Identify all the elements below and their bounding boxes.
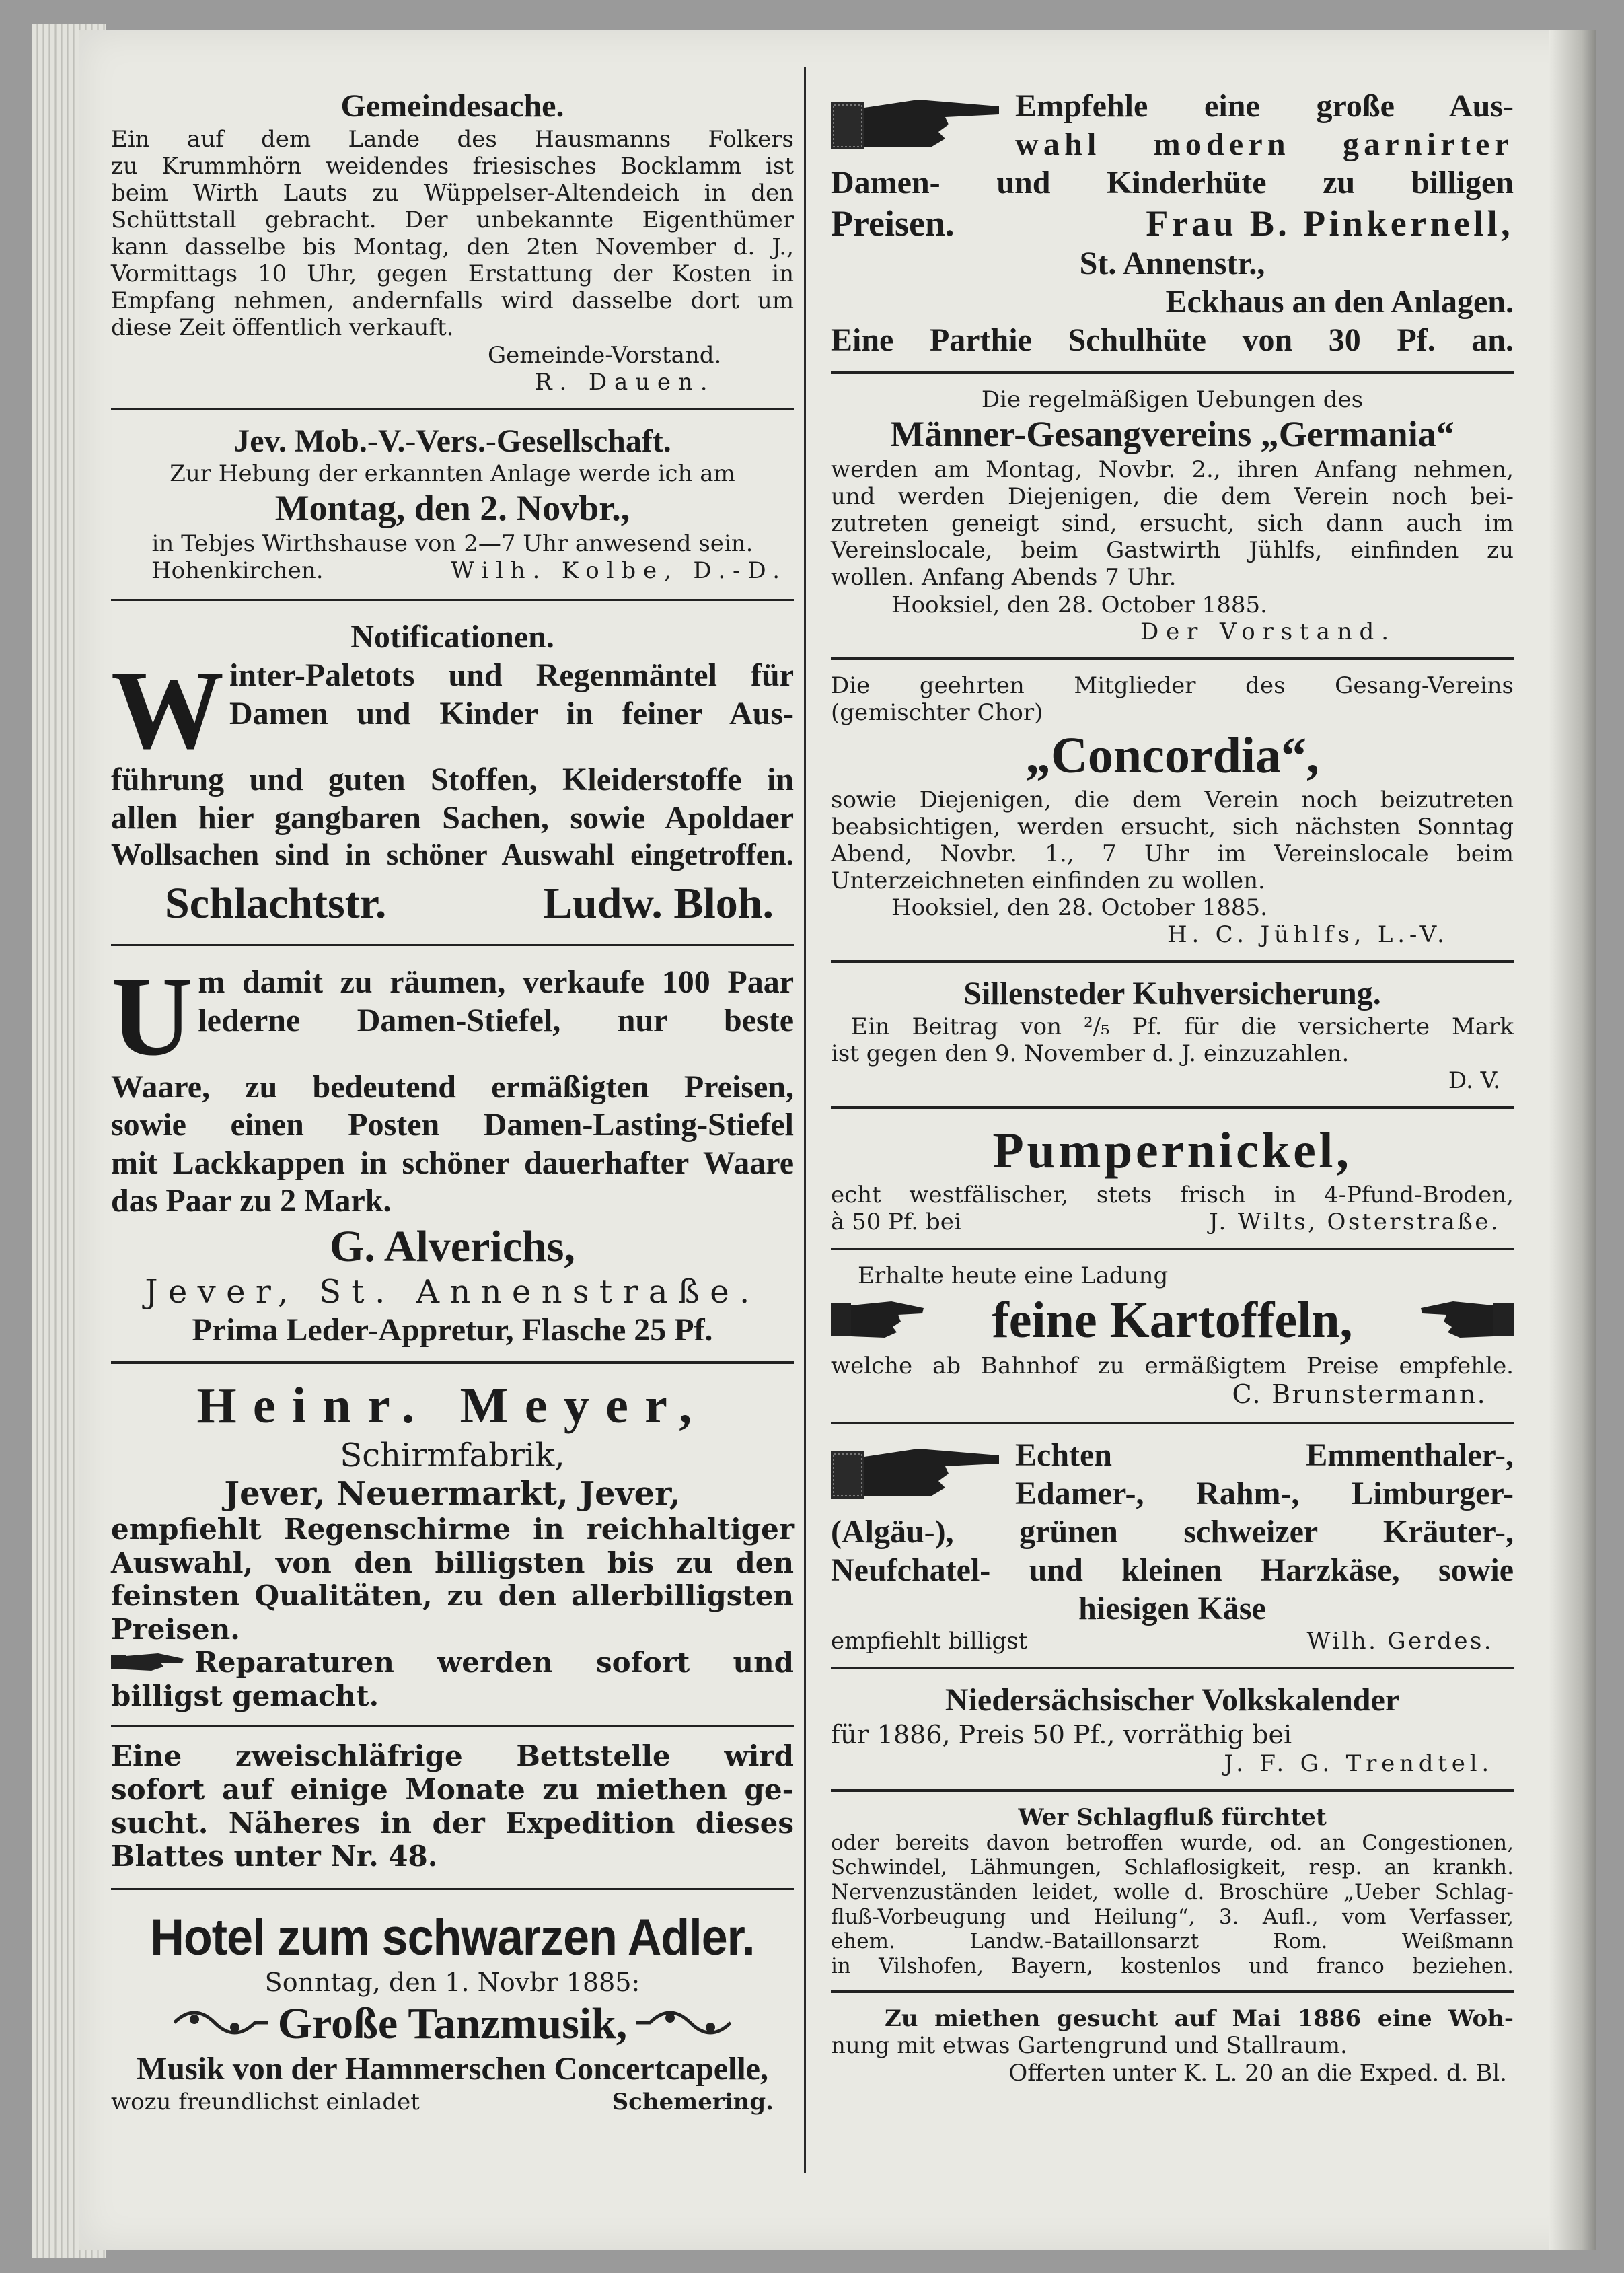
text-line: in Tebjes Wirthshause von 2—7 Uhr anwesend sein. xyxy=(151,530,753,558)
text-line: beim Wirth Lauts zu Wüppelser-Altendeich in den xyxy=(111,179,794,207)
separator-rule xyxy=(111,1888,794,1890)
ad-pumpernickel xyxy=(831,1121,1514,1235)
signature: H. C. Jühlfs, L.-V. xyxy=(1167,921,1449,949)
title-row xyxy=(831,1289,1514,1352)
signature: Gemeinde-Vorstand. xyxy=(488,341,722,369)
ad-title: Männer-Gesangvereins „Germania“ xyxy=(890,414,1454,455)
extra-line: Eine Parthie Schulhüte von 30 Pf. an. xyxy=(831,322,1514,358)
separator-rule xyxy=(831,1248,1514,1250)
text-line: allen hier gangbaren Sachen, sowie Apoldaer xyxy=(111,799,794,836)
text-line: Reparaturen werden sofort und xyxy=(194,1646,794,1680)
text-line: empfiehlt Regenschirme in reichhaltiger xyxy=(111,1513,794,1546)
business: Schirmfabrik, xyxy=(340,1436,565,1474)
date-line: Hooksiel, den 28. October 1885. xyxy=(891,894,1267,922)
text-line: Zur Hebung der erkannten Anlage werde ich am xyxy=(170,460,735,488)
text-line: Die geehrten Mitglieder des Gesang-Vereins xyxy=(831,672,1514,699)
text-line: Ein Beitrag von ²/₅ Pf. für die versicherte Mark xyxy=(851,1013,1514,1040)
ad-concordia xyxy=(831,672,1514,949)
pointing-hand-icon xyxy=(831,87,1006,164)
ad-germania xyxy=(831,386,1514,645)
ad-notificationen xyxy=(111,618,794,929)
separator-rule xyxy=(111,1361,794,1364)
text-line: sowie einen Posten Damen-Lasting-Stiefel xyxy=(111,1107,794,1143)
text-line: mit Lackkappen in schöner dauerhafter Waare xyxy=(111,1145,794,1181)
sign-row xyxy=(111,557,794,584)
date-line: Sonntag, den 1. Novbr 1885: xyxy=(264,1968,640,1998)
sign-row xyxy=(111,2089,794,2116)
text-line: Vormittags 10 Uhr, gegen Erstattung der Kosten in xyxy=(111,260,794,288)
text-line: welche ab Bahnhof zu ermäßigtem Preise empfehle. xyxy=(831,1352,1514,1380)
repair-row xyxy=(111,1646,794,1680)
music-line: Musik von der Hammerschen Concertcapelle, xyxy=(137,2051,768,2087)
separator-rule xyxy=(111,599,794,601)
signature: Wilh. Gerdes. xyxy=(1306,1628,1493,1655)
text-line: Blattes unter Nr. 48. xyxy=(111,1840,438,1873)
ad-title: Pumpernickel, xyxy=(992,1122,1352,1180)
text-line: zutreten geneigt sind, ersucht, sich dann auch im xyxy=(831,510,1514,538)
text-line: Nervenzuständen leidet, wolle d. Broschüre „Ueber Schlag- xyxy=(831,1880,1514,1905)
name-row xyxy=(831,203,1514,246)
ad-heinr-meyer xyxy=(111,1376,794,1712)
separator-rule xyxy=(831,1990,1514,1993)
text-line: feinsten Qualitäten, zu den allerbilligsten xyxy=(111,1579,794,1613)
text-line: Preisen. xyxy=(831,203,955,244)
ad-gemeindesache xyxy=(111,87,794,396)
drop-cap: W xyxy=(111,647,224,773)
separator-rule xyxy=(831,1106,1514,1109)
sign-row xyxy=(831,1628,1514,1655)
text-line: Neufchatel- und kleinen Harzkäse, sowie xyxy=(831,1552,1514,1588)
hand-lines xyxy=(1015,1437,1514,1513)
signature: J. Wilts, Osterstraße. xyxy=(1209,1208,1500,1236)
page-gutter-shadow xyxy=(1549,30,1596,2250)
ad-zu-miethen xyxy=(831,2005,1514,2086)
separator-rule xyxy=(111,1725,794,1727)
footer-line: Prima Leder-Appretur, Flasche 25 Pf. xyxy=(192,1311,713,1348)
pointing-hand-right-icon xyxy=(831,1289,925,1352)
text-line: Empfehle eine große Aus- xyxy=(1015,88,1514,124)
ad-title: Gemeindesache. xyxy=(340,88,564,124)
text-line: werden am Montag, Novbr. 2., ihren Anfang nehmen, xyxy=(831,456,1514,484)
text-line: lederne Damen-Stiefel, nur beste xyxy=(198,1003,794,1039)
text-line: Abend, Novbr. 1., 7 Uhr im Vereinslocale beim xyxy=(831,840,1514,867)
text-line: und werden Diejenigen, die dem Verein noch bei- xyxy=(831,483,1514,511)
text-line: sofort auf einige Monate zu miethen ge- xyxy=(111,1772,794,1806)
separator-rule xyxy=(831,960,1514,963)
price: à 50 Pf. bei xyxy=(831,1208,961,1236)
text-line: das Paar zu 2 Mark. xyxy=(111,1183,392,1219)
event-title: Große Tanzmusik, xyxy=(277,1999,628,2049)
signature: Ludw. Bloh. xyxy=(542,878,774,928)
column-divider xyxy=(804,67,806,2173)
text-line: Erhalte heute eine Ladung xyxy=(858,1262,1169,1290)
text-line: oder bereits davon betroffen wurde, od. an Congestionen, xyxy=(831,1830,1514,1855)
text-line: m damit zu räumen, verkaufe 100 Paar xyxy=(198,964,794,1001)
text-line: zu Krummhörn weidendes friesisches Bocklamm ist xyxy=(111,152,794,180)
text-line: (Algäu-), grünen schweizer Kräuter-, xyxy=(831,1514,1514,1550)
signature: R. Dauen. xyxy=(535,368,715,396)
sign-row xyxy=(111,873,794,930)
ad-pinkernell xyxy=(831,87,1514,359)
separator-rule xyxy=(831,1789,1514,1792)
left-column xyxy=(111,87,794,2116)
event-row xyxy=(111,1998,794,2050)
text-line: Unterzeichneten einfinden zu wollen. xyxy=(831,867,1265,895)
text-line: diese Zeit öffentlich verkauft. xyxy=(111,314,454,342)
text-line: Schüttstall gebracht. Der unbekannte Eigenthümer xyxy=(111,206,794,233)
text-line: ist gegen den 9. November d. J. einzuzahlen. xyxy=(831,1040,1350,1068)
text-line: Vereinslocale, beim Gastwirth Jühlfs, einfinden zu xyxy=(831,537,1514,565)
invite: wozu freundlichst einladet xyxy=(111,2088,420,2116)
text-line: empfiehlt billigst xyxy=(831,1628,1028,1655)
hand-lines xyxy=(1015,87,1514,164)
text-line: ehem. Landw.-Bataillonsarzt Rom. Weißmann xyxy=(831,1929,1514,1954)
ornament-left-icon xyxy=(174,2006,268,2042)
text-line: wahl modern garnirter xyxy=(1015,126,1514,162)
ad-title: feine Kartoffeln, xyxy=(992,1292,1353,1349)
text-line: Damen und Kinder in feiner Aus- xyxy=(229,695,794,731)
ad-volkskalender xyxy=(831,1682,1514,1777)
hand-row xyxy=(831,87,1514,164)
ad-title: Jev. Mob.-V.-Vers.-Gesellschaft. xyxy=(233,423,671,459)
ad-title: Niedersächsischer Volkskalender xyxy=(945,1682,1400,1719)
text-line: Ein auf dem Lande des Hausmanns Folkers xyxy=(111,125,794,153)
text-line: Damen- und Kinderhüte zu billigen xyxy=(831,165,1514,201)
ad-sillensteder xyxy=(831,975,1514,1094)
text-line: billigst gemacht. xyxy=(111,1679,379,1712)
pointing-hand-left-icon xyxy=(1419,1289,1514,1352)
ad-title: Hotel zum schwarzen Adler. xyxy=(150,1908,755,1966)
text-line: beabsichtigen, werden ersucht, sich nächsten Sonntag xyxy=(831,813,1514,840)
text-line: Waare, zu bedeutend ermäßigten Preisen, xyxy=(111,1069,794,1105)
text-line: sucht. Näheres in der Expedition dieses xyxy=(111,1806,794,1840)
text-line: nung mit etwas Gartengrund und Stallraum. xyxy=(831,2032,1348,2060)
hand-row xyxy=(831,1437,1514,1513)
ad-hotel-adler xyxy=(111,1908,794,2116)
ad-title: Wer Schlagfluß fürchtet xyxy=(1018,1803,1327,1831)
corner: Eckhaus an den Anlagen. xyxy=(1165,283,1514,320)
signature: J. F. G. Trendtel. xyxy=(1224,1749,1493,1777)
ad-kartoffeln xyxy=(831,1262,1514,1410)
ad-alverichs xyxy=(111,954,794,1349)
text-line: echt westfälischer, stets frisch in 4-Pfund-Broden, xyxy=(831,1181,1514,1208)
ornament-right-icon xyxy=(636,2006,731,2042)
company-name: Heinr. Meyer, xyxy=(196,1377,708,1435)
signature: C. Brunstermann. xyxy=(1232,1379,1487,1410)
separator-rule xyxy=(831,371,1514,374)
ad-title: Notificationen. xyxy=(350,619,554,655)
text-line: sowie Diejenigen, die dem Verein noch beizutreten xyxy=(831,786,1514,814)
separator-rule xyxy=(111,944,794,946)
text-line: inter-Paletots und Regenmäntel für xyxy=(229,657,794,694)
signature: Der Vorstand. xyxy=(1140,618,1396,645)
signature: Schemering. xyxy=(612,2088,774,2116)
address: Jever, St. Annenstraße. xyxy=(145,1272,760,1311)
company-name: Frau B. Pinkernell, xyxy=(1146,203,1514,244)
separator-rule xyxy=(831,657,1514,660)
text-line: Die regelmäßigen Uebungen des xyxy=(981,386,1364,414)
text-line: Auswahl, von den billigsten bis zu den xyxy=(111,1546,794,1579)
date-line: Montag, den 2. Novbr., xyxy=(274,488,630,529)
text-line: (gemischter Chor) xyxy=(831,698,1043,726)
pointing-hand-icon xyxy=(111,1648,185,1677)
text-line: Edamer-, Rahm-, Limburger- xyxy=(1015,1475,1514,1511)
price-row xyxy=(831,1208,1514,1235)
street: St. Annenstr., xyxy=(1079,246,1265,282)
place: Hohenkirchen. xyxy=(151,557,324,585)
ad-gerdes xyxy=(831,1437,1514,1655)
right-column xyxy=(831,87,1514,2087)
signature: D. V. xyxy=(1448,1067,1500,1095)
company-name: G. Alverichs, xyxy=(330,1222,575,1272)
signature: Wilh. Kolbe, D.-D. xyxy=(451,557,787,585)
text-line: Eine zweischläfrige Bettstelle wird xyxy=(111,1739,794,1773)
dropcap-block xyxy=(111,954,794,1080)
text-line: fluß-Vorbeugung und Heilung“, 3. Aufl., vom Verfasser, xyxy=(831,1904,1514,1929)
ad-bettstelle xyxy=(111,1739,794,1873)
pointing-hand-icon xyxy=(831,1437,1006,1513)
drop-cap: U xyxy=(111,954,193,1080)
dropcap-lines xyxy=(198,964,794,1040)
street: Schlachtstr. xyxy=(165,878,387,928)
separator-rule xyxy=(831,1422,1514,1424)
text-line: Empfang nehmen, andernfalls wird dasselbe dort um xyxy=(111,287,794,315)
ad-schlagfluss xyxy=(831,1804,1514,1979)
text-line: für 1886, Preis 50 Pf., vorräthig bei xyxy=(831,1719,1292,1749)
ad-jev-mob xyxy=(111,423,794,585)
text-line: hiesigen Käse xyxy=(1078,1590,1266,1626)
text-line: führung und guten Stoffen, Kleiderstoffe in xyxy=(111,762,794,798)
separator-rule xyxy=(831,1667,1514,1669)
address: Jever, Neuermarkt, Jever, xyxy=(224,1474,681,1513)
text-line: Echten Emmenthaler-, xyxy=(1015,1437,1514,1474)
text-line: Zu miethen gesucht auf Mai 1886 eine Woh- xyxy=(885,2005,1514,2033)
text-line: Schwindel, Lähmungen, Schlaflosigkeit, resp. an krankh. xyxy=(831,1855,1514,1880)
ad-title: „Concordia“, xyxy=(1025,727,1319,785)
dropcap-block xyxy=(111,647,794,773)
text-line: wollen. Anfang Abends 7 Uhr. xyxy=(831,564,1177,591)
ad-title: Sillensteder Kuhversicherung. xyxy=(963,976,1381,1012)
separator-rule xyxy=(111,408,794,410)
text-line: Offerten unter K. L. 20 an die Exped. d. Bl. xyxy=(1008,2059,1507,2087)
dropcap-lines xyxy=(229,657,794,733)
text-line: Wollsachen sind in schöner Auswahl eingetroffen. xyxy=(111,838,794,872)
text-line: kann dasselbe bis Montag, den 2ten November d. J., xyxy=(111,233,794,261)
text-line: in Vilshofen, Bayern, kostenlos und franco beziehen. xyxy=(831,1953,1514,1978)
text-line: Preisen. xyxy=(111,1612,240,1646)
date-line: Hooksiel, den 28. October 1885. xyxy=(891,591,1267,618)
